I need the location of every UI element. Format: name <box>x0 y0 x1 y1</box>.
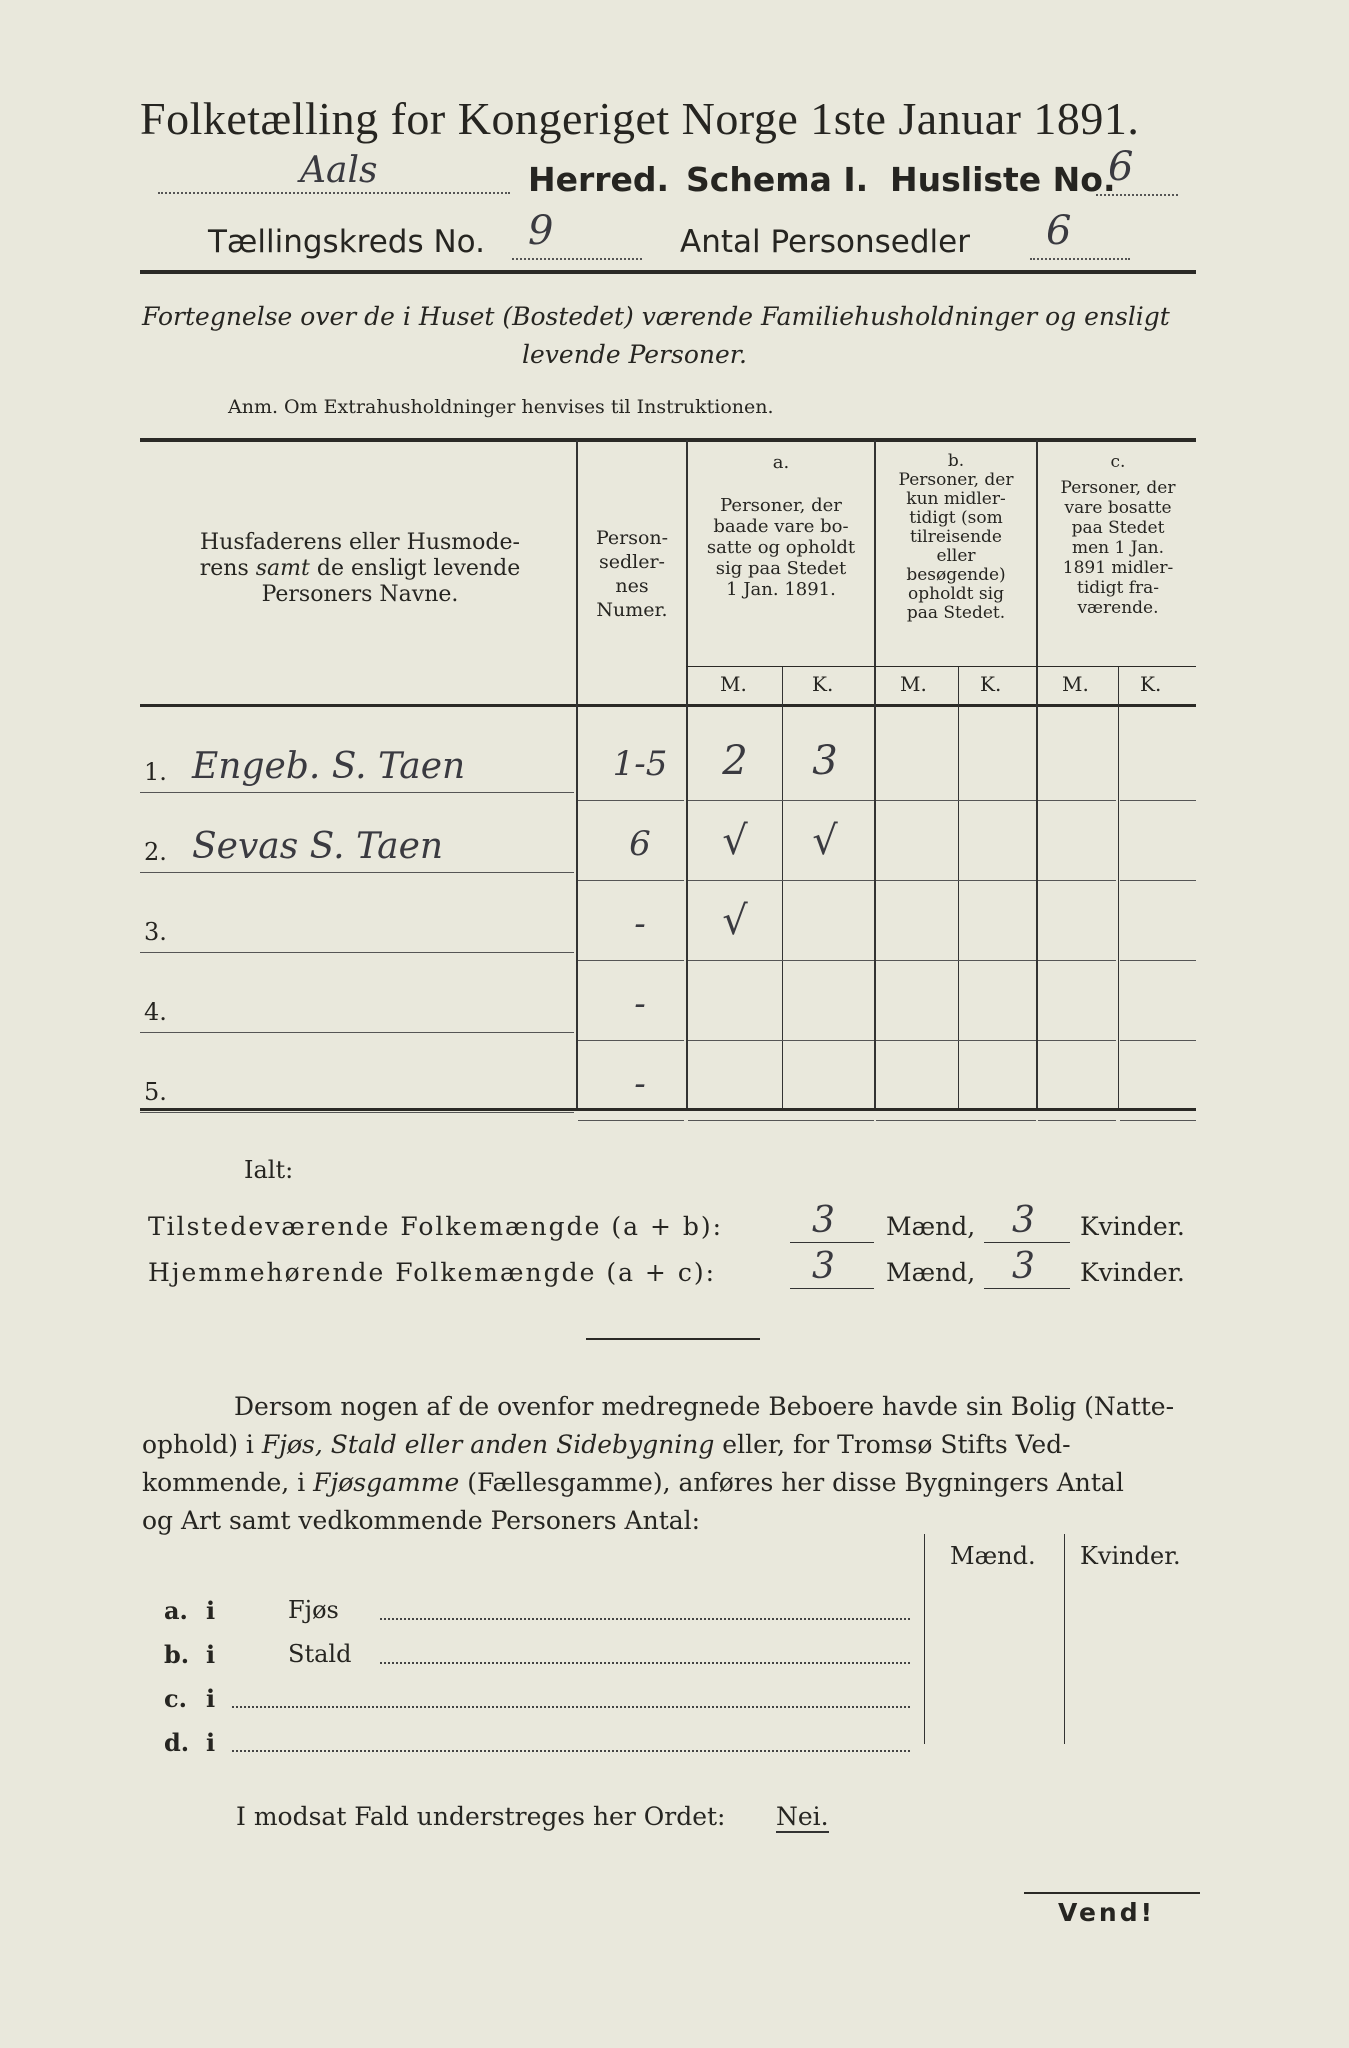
row-rule <box>1120 880 1196 881</box>
modsat-label: I modsat Fald understreges her Ordet: <box>236 1802 726 1831</box>
col-header-a-line-4: sig paa Stedet <box>715 558 847 579</box>
paragraph-line-3-c: (Fællesgamme), anføres her disse Bygningers Antal <box>459 1468 1124 1497</box>
c-k-header: K. <box>1140 672 1162 696</box>
building-letter: b. <box>164 1640 190 1669</box>
paragraph-line-2-a: ophold) i <box>142 1430 262 1459</box>
building-name: Fjøs <box>288 1596 339 1624</box>
col-divider-4 <box>1036 440 1038 1108</box>
row-rule <box>876 1120 1036 1121</box>
row-a-m: 2 <box>722 738 748 784</box>
row-rule <box>1038 800 1116 801</box>
building-dotted-line <box>232 1748 910 1752</box>
a-k-header: K. <box>812 672 834 696</box>
building-prep: i <box>206 1684 216 1713</box>
row-rule <box>140 1032 574 1033</box>
row-rule <box>140 792 574 793</box>
anm-note: Anm. Om Extrahusholdninger henvises til Instruktionen. <box>228 396 774 418</box>
row-rule <box>876 800 1036 801</box>
buildings-kvinder-header: Kvinder. <box>1080 1542 1181 1570</box>
paragraph-line-2 <box>142 1430 1071 1459</box>
totals-line-1-kvinder: Kvinder. <box>1080 1212 1185 1241</box>
totals-line-1-k-rule <box>984 1242 1070 1243</box>
totals-line-1-maend: Mænd, <box>886 1212 976 1241</box>
row-rule <box>876 880 1036 881</box>
row-rule <box>1038 1040 1116 1041</box>
row-rule <box>1120 1120 1196 1121</box>
husliste-value: 6 <box>1108 144 1134 190</box>
col-header-a-line-5: 1 Jan. 1891. <box>726 579 836 600</box>
col-header-c-line-7: værende. <box>1077 598 1159 618</box>
col-header-b-line-7: opholdt sig <box>908 584 1004 604</box>
col-header-names-part-b: samt <box>255 556 310 581</box>
col-header-c-line-1: Personer, der <box>1060 478 1176 498</box>
row-rule <box>578 960 684 961</box>
row-number: 4. <box>144 998 167 1026</box>
paragraph-line-2-b: Fjøs, Stald eller anden Sidebygning <box>261 1430 715 1459</box>
totals-line-2-kvinder: Kvinder. <box>1080 1258 1185 1287</box>
totals-line-2-m-value: 3 <box>812 1246 835 1287</box>
row-rule <box>578 800 684 801</box>
col-header-b-line-5: eller <box>936 546 976 566</box>
col-header-c-line-5: 1891 midler- <box>1062 558 1174 578</box>
totals-line-2-k-value: 3 <box>1012 1246 1035 1287</box>
col-divider-3 <box>874 440 876 1108</box>
row-rule <box>876 1040 1036 1041</box>
building-dotted-line <box>380 1616 910 1620</box>
col-header-c <box>1040 452 1196 618</box>
totals-line-1-label: Tilstedeværende Folkemængde (a + b): <box>148 1212 724 1241</box>
col-header-c-letter: c. <box>1110 452 1126 472</box>
totals-line-2-label: Hjemmehørende Folkemængde (a + c): <box>148 1258 716 1287</box>
paragraph-line-3-a: kommende, i <box>142 1468 314 1497</box>
col-header-b-letter: b. <box>947 451 965 471</box>
col-header-b-line-4: tilreisende <box>909 527 1002 547</box>
buildings-maend-header: Mænd. <box>950 1542 1036 1570</box>
row-rule <box>876 960 1036 961</box>
col-header-names-part-c: de ensligt levende <box>309 556 521 581</box>
a-m-header: M. <box>720 672 747 696</box>
col-divider-b-mk <box>958 666 959 1108</box>
col-header-b <box>878 452 1034 623</box>
building-letter: d. <box>164 1728 190 1757</box>
col-header-c-line-2: vare bosatte <box>1064 498 1172 518</box>
row-rule <box>578 1120 684 1121</box>
col-header-names-line-1: Husfaderens eller Husmode- <box>200 530 520 555</box>
form-title: Folketælling for Kongeriget Norge 1ste Januar 1891. <box>140 93 1140 144</box>
row-rule <box>1120 800 1196 801</box>
herred-value: Aals <box>300 150 378 191</box>
col-header-c-line-3: paa Stedet <box>1071 518 1165 538</box>
col-header-names-line-3: Personers Navne. <box>261 582 459 607</box>
row-a-k: 3 <box>812 738 838 784</box>
col-header-a <box>690 452 872 600</box>
row-sedler: - <box>634 904 646 944</box>
building-letter: c. <box>164 1684 187 1713</box>
row-rule <box>1120 960 1196 961</box>
row-name: Sevas S. Taen <box>192 826 444 867</box>
row-number: 3. <box>144 918 167 946</box>
col-header-sedler-line-2: sedler- <box>599 551 665 573</box>
antal-label: Antal Personsedler <box>680 224 970 260</box>
row-name: Engeb. S. Taen <box>192 746 466 787</box>
paragraph-line-3-b: Fjøsgamme <box>313 1468 460 1497</box>
col-header-a-line-2: baade vare bo- <box>713 516 849 537</box>
herred-label: Herred. <box>528 160 670 199</box>
totals-line-2-maend: Mænd, <box>886 1258 976 1287</box>
husliste-label: Husliste No. <box>890 160 1116 199</box>
building-prep: i <box>206 1596 216 1625</box>
building-prep: i <box>206 1640 216 1669</box>
paragraph-line-4: og Art samt vedkommende Personers Antal: <box>142 1506 701 1535</box>
paragraph-line-2-c: eller, for Tromsø Stifts Ved- <box>714 1430 1071 1459</box>
row-number: 2. <box>144 838 167 866</box>
col-header-a-line-3: satte og opholdt <box>706 537 856 558</box>
col-header-b-line-3: tidigt (som <box>909 508 1003 528</box>
row-rule <box>1038 960 1116 961</box>
antal-value: 6 <box>1046 208 1072 254</box>
col-header-sedler-line-4: Numer. <box>596 599 668 621</box>
col-header-names-line-2 <box>158 556 562 582</box>
col-divider-c-mk <box>1118 666 1119 1108</box>
col-divider-1 <box>576 440 578 1108</box>
building-prep: i <box>206 1728 216 1757</box>
kreds-value: 9 <box>528 208 554 254</box>
row-rule <box>688 1120 874 1121</box>
col-header-sedler-line-1: Person- <box>595 527 669 549</box>
row-sedler: - <box>634 1064 646 1104</box>
building-dotted-line <box>380 1660 910 1664</box>
nei-word: Nei. <box>776 1802 829 1831</box>
col-header-sedler <box>580 526 684 622</box>
building-name: Stald <box>288 1640 352 1668</box>
col-header-b-line-8: paa Stedet. <box>906 603 1006 623</box>
mk-header-rule <box>686 666 1196 667</box>
section-divider <box>586 1338 760 1340</box>
totals-line-1-m-value: 3 <box>812 1200 835 1241</box>
antal-field-line <box>1030 238 1130 260</box>
col-divider-a-mk <box>782 666 783 1108</box>
header-rule <box>140 270 1196 274</box>
row-rule <box>1038 880 1116 881</box>
b-k-header: K. <box>980 672 1002 696</box>
row-rule <box>140 1112 574 1113</box>
vend-label: Vend! <box>1058 1898 1156 1927</box>
schema-label: Schema I. <box>686 160 869 199</box>
building-letter: a. <box>164 1596 188 1625</box>
col-header-names <box>158 530 562 608</box>
c-m-header: M. <box>1062 672 1089 696</box>
row-rule <box>688 960 874 961</box>
buildings-divider-2 <box>1064 1534 1065 1744</box>
col-header-c-line-6: tidigt fra- <box>1076 578 1159 598</box>
row-rule <box>688 1040 874 1041</box>
row-a-m: √ <box>722 898 748 944</box>
building-dotted-line <box>232 1704 910 1708</box>
row-number: 1. <box>144 758 167 786</box>
col-header-a-line-1: Personer, der <box>720 495 842 516</box>
row-rule <box>140 952 574 953</box>
row-a-m: √ <box>722 818 748 864</box>
row-rule <box>1120 1040 1196 1041</box>
buildings-divider-1 <box>924 1534 925 1744</box>
row-rule <box>140 872 574 873</box>
row-rule <box>578 880 684 881</box>
row-rule <box>578 1040 684 1041</box>
intro-line-2: levende Personer. <box>522 340 747 369</box>
row-rule <box>1038 1120 1116 1121</box>
col-header-sedler-line-3: nes <box>615 575 649 597</box>
row-sedler: 1-5 <box>612 744 668 784</box>
vend-rule <box>1024 1892 1200 1894</box>
col-header-b-line-1: Personer, der <box>898 470 1014 490</box>
ialt-label: Ialt: <box>244 1156 294 1184</box>
row-number: 5. <box>144 1078 167 1106</box>
col-header-a-letter: a. <box>772 452 790 473</box>
row-rule <box>688 880 874 881</box>
totals-line-1-k-value: 3 <box>1012 1200 1035 1241</box>
col-header-b-line-6: besøgende) <box>906 565 1006 585</box>
intro-line-1: Fortegnelse over de i Huset (Bostedet) værende Familiehusholdninger og ensligt <box>142 302 1170 331</box>
paragraph-line-3 <box>142 1468 1124 1497</box>
col-header-c-line-4: men 1 Jan. <box>1071 538 1165 558</box>
totals-line-1-m-rule <box>790 1242 874 1243</box>
col-header-names-part-a: rens <box>199 556 256 581</box>
row-sedler: 6 <box>629 824 651 864</box>
col-header-b-line-2: kun midler- <box>906 489 1006 509</box>
col-divider-2 <box>686 440 688 1108</box>
paragraph-line-1: Dersom nogen af de ovenfor medregnede Beboere havde sin Bolig (Natte- <box>234 1392 1175 1421</box>
row-sedler: - <box>634 984 646 1024</box>
totals-line-2-m-rule <box>790 1288 874 1289</box>
table-bottom-rule <box>140 1108 1196 1111</box>
row-a-k: √ <box>812 818 838 864</box>
totals-line-2-k-rule <box>984 1288 1070 1289</box>
kreds-label: Tællingskreds No. <box>208 224 485 260</box>
row-rule <box>688 800 874 801</box>
b-m-header: M. <box>900 672 927 696</box>
